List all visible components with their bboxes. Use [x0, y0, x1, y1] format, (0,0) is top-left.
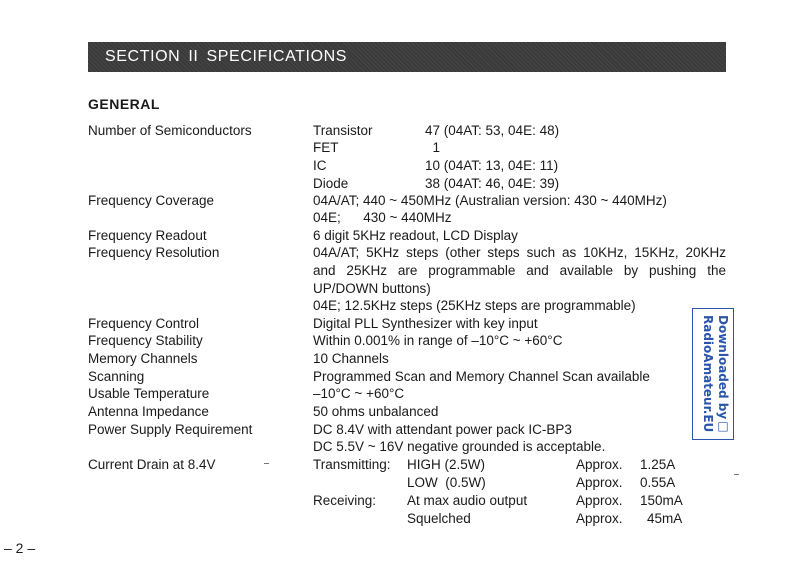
- label-semiconductors: Number of Semiconductors: [88, 123, 252, 138]
- power-line-1: DC 8.4V with attendant power pack IC-BP3: [313, 422, 572, 437]
- page-number: – 2 –: [4, 540, 36, 556]
- drain-value-low: 0.55A: [640, 475, 676, 490]
- drain-mode-receiving: Receiving:: [313, 493, 377, 508]
- section-title: SECTION II SPECIFICATIONS: [105, 48, 348, 65]
- memory-value: 10 Channels: [313, 351, 389, 366]
- antenna-value: 50 ohms unbalanced: [313, 404, 439, 419]
- temperature-value: –10°C ~ +60°C: [313, 386, 405, 401]
- semi-count-ic: 10 (04AT: 13, 04E: 11): [425, 158, 559, 173]
- drain-mode-transmitting: Transmitting:: [313, 457, 391, 472]
- drain-approx-squelched: Approx.: [576, 511, 623, 526]
- resolution-line-2: and 25KHz are programmable and available by pushing the: [313, 263, 726, 278]
- resolution-line-3: UP/DOWN buttons): [313, 281, 431, 296]
- readout-value: 6 digit 5KHz readout, LCD Display: [313, 228, 518, 243]
- label-frequency-resolution: Frequency Resolution: [88, 245, 220, 260]
- general-heading: GENERAL: [88, 96, 160, 112]
- power-line-2: DC 5.5V ~ 16V negative grounded is acceptable.: [313, 439, 606, 454]
- drain-cond-squelched: Squelched: [407, 511, 471, 526]
- label-current-drain: Current Drain at 8.4V: [88, 457, 216, 472]
- label-frequency-control: Frequency Control: [88, 316, 200, 331]
- semi-count-fet: 1: [425, 140, 441, 155]
- semi-count-transistor: 47 (04AT: 53, 04E: 48): [425, 123, 560, 138]
- label-memory-channels: Memory Channels: [88, 351, 198, 366]
- drain-approx-low: Approx.: [576, 475, 623, 490]
- drain-value-max-audio: 150mA: [640, 493, 683, 508]
- label-antenna-impedance: Antenna Impedance: [88, 404, 209, 419]
- control-value: Digital PLL Synthesizer with key input: [313, 316, 538, 331]
- download-watermark-stamp: [692, 308, 734, 440]
- drain-value-high: 1.25A: [640, 457, 676, 472]
- semi-type-ic: IC: [313, 158, 327, 173]
- label-frequency-stability: Frequency Stability: [88, 333, 203, 348]
- label-scanning: Scanning: [88, 369, 145, 384]
- drain-value-squelched: 45mA: [647, 511, 683, 526]
- semi-count-diode: 38 (04AT: 46, 04E: 39): [425, 176, 560, 191]
- scan-mark: [734, 474, 739, 475]
- label-frequency-readout: Frequency Readout: [88, 228, 207, 243]
- watermark-text: Downloaded by□ RadioAmateur.EU: [701, 314, 730, 434]
- label-frequency-coverage: Frequency Coverage: [88, 193, 215, 208]
- drain-approx-high: Approx.: [576, 457, 623, 472]
- section-header-bar: [88, 42, 726, 72]
- scanning-value: Programmed Scan and Memory Channel Scan available: [313, 369, 650, 384]
- drain-approx-max-audio: Approx.: [576, 493, 623, 508]
- label-usable-temperature: Usable Temperature: [88, 386, 210, 401]
- stability-value: Within 0.001% in range of –10°C ~ +60°C: [313, 333, 563, 348]
- label-power-supply: Power Supply Requirement: [88, 422, 253, 437]
- scan-mark: [264, 463, 269, 464]
- resolution-line-4: 04E; 12.5KHz steps (25KHz steps are programmable): [313, 298, 636, 313]
- semi-type-transistor: Transistor: [313, 123, 373, 138]
- semi-type-fet: FET: [313, 140, 339, 155]
- drain-cond-low: LOW (0.5W): [407, 475, 486, 490]
- drain-cond-max-audio: At max audio output: [407, 493, 528, 508]
- coverage-line-2: 04E; 430 ~ 440MHz: [313, 210, 452, 225]
- drain-cond-high: HIGH (2.5W): [407, 457, 486, 472]
- semi-type-diode: Diode: [313, 176, 349, 191]
- resolution-line-1: 04A/AT; 5KHz steps (other steps such as 10KHz, 15KHz, 20KHz: [313, 245, 726, 260]
- coverage-line-1: 04A/AT; 440 ~ 450MHz (Australian version: 430 ~ 440MHz): [313, 193, 667, 208]
